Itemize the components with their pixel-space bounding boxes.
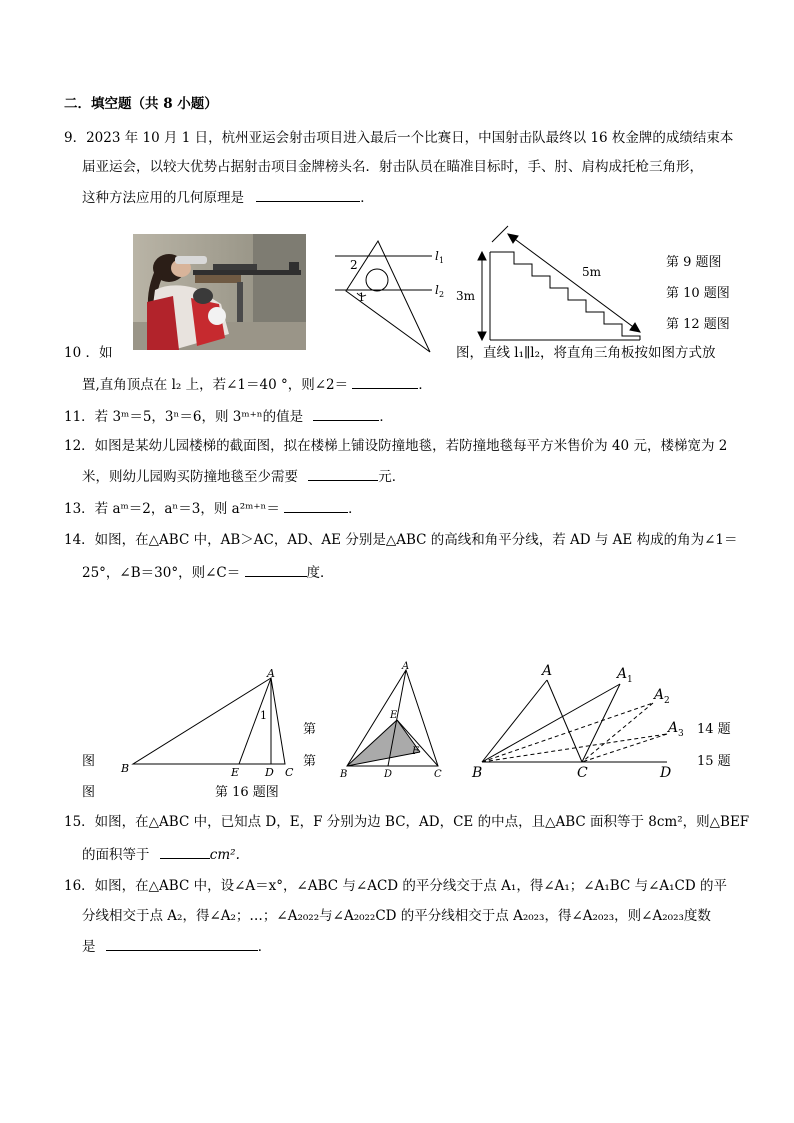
fig15-caption-a: 第 (303, 754, 317, 769)
q14-line-1: 14．如图，在△ABC 中，AB＞AC，AD、AE 分别是△ABC 的高线和角平分线，若 AD 与 AE 构成的角为∠1＝ (64, 532, 738, 548)
fig12-slope-label: 5m (582, 265, 602, 279)
q13-period: ． (348, 501, 362, 517)
q13-line (64, 498, 362, 519)
fig14-caption-a: 第 (303, 722, 317, 737)
figure-14 (115, 668, 300, 778)
fig14-label-1: 1 (260, 709, 267, 722)
q12-line-2 (82, 466, 405, 487)
q16-line-1: 16．如图，在△ABC 中，设∠A＝x°，∠ABC 与∠ACD 的平分线交于点 A₁，得∠A₁；∠A₁BC 与∠A₁CD 的平 (64, 878, 727, 894)
fig14-label-b: B (121, 762, 130, 775)
fig10-caption: 第 10 题图 (666, 286, 730, 301)
side-ac (547, 680, 582, 762)
bisector-ba3 (482, 734, 667, 762)
fig14-label-d: D (265, 766, 274, 778)
q11-text: 11．若 3ᵐ＝5，3ⁿ＝6，则 3ᵐ⁺ⁿ的值是 (64, 409, 304, 425)
q15-answer-blank[interactable] (160, 844, 210, 859)
q16-answer-blank[interactable] (106, 936, 258, 951)
q10-line-1: 图，直线 l₁∥l₂，将直角三角板按如图方式放 (456, 345, 716, 361)
fig10-l2-label: l (435, 283, 439, 297)
q15-unit: cm². (209, 847, 240, 863)
q15-line-1: 15．如图，在△ABC 中，已知点 D，E，F 分别为边 BC，AD，CE 的中点，且△ABC 面积等于 8cm²，则△BEF (64, 814, 750, 830)
q16-text: 是 (82, 939, 96, 955)
q11-line (64, 406, 393, 427)
fig10-angle-1-label: 1 (358, 291, 365, 304)
q10-period: ． (418, 377, 432, 393)
fig14-caption-b: 14 题 (697, 722, 731, 737)
side-ba (482, 680, 547, 762)
fig16-label-a3: A (668, 720, 679, 736)
fig10-l2-sub: 2 (439, 290, 445, 299)
fig10-angle-2-label: 2 (350, 258, 358, 272)
q13-answer-blank[interactable] (284, 498, 348, 513)
q11-answer-blank[interactable] (313, 406, 379, 421)
q11-period: ． (379, 409, 393, 425)
figure-16 (470, 660, 685, 784)
fig15-label-c: C (434, 769, 442, 780)
q12-line-1: 12．如图是某幼儿园楼梯的截面图，拟在楼梯上铺设防撞地毯，若防撞地毯每平方米售价为 40 元，楼梯宽为 2 (64, 438, 728, 454)
slope-tick (492, 226, 508, 242)
fig12-height-label: 3m (456, 289, 476, 303)
fig15-label-d: D (384, 769, 393, 780)
figure-10 (330, 238, 450, 356)
fig16-label-a2-sub: 2 (664, 696, 670, 706)
q15-line-2 (82, 844, 240, 865)
q12-answer-blank[interactable] (308, 466, 378, 481)
fig9-caption: 第 9 题图 (666, 255, 722, 270)
q14-text: 25°，∠B＝30°，则∠C＝ (82, 565, 241, 581)
bisector-ba1 (482, 684, 620, 762)
ruler-hole (366, 269, 388, 291)
q15-text: 的面积等于 (82, 847, 150, 863)
q10-number: 10 ．如 (64, 345, 113, 361)
q16-line-2: 分线相交于点 A₂，得∠A₂；…；∠A₂₀₂₂与∠A₂₀₂₂CD 的平分线相交于点 A₂₀₂₃，得∠A₂₀₂₃，则∠A₂₀₂₃度数 (82, 908, 711, 924)
q9-answer-blank[interactable] (256, 187, 360, 202)
q10-line-2 (82, 374, 432, 395)
fig16-label-a3-sub: 3 (678, 729, 684, 739)
figure-12 (452, 224, 647, 348)
fig16-label-c: C (577, 765, 588, 781)
shooter-photo (133, 234, 306, 350)
fig14-label-e: E (231, 766, 240, 778)
fig16-label-d: D (660, 765, 672, 781)
q14-unit: 度． (306, 565, 334, 581)
q10-answer-blank[interactable] (352, 374, 418, 389)
q16-period: ． (257, 939, 272, 955)
bisector-ca3 (582, 734, 667, 762)
fig16-label-b: B (472, 765, 483, 781)
q12-unit: 元． (378, 469, 406, 485)
figure-15 (338, 660, 444, 780)
fig15-caption-b: 15 题 (697, 754, 731, 769)
q14-answer-blank[interactable] (245, 562, 307, 577)
bisector-ca2 (582, 703, 653, 762)
fig10-l1-label: l (435, 249, 439, 263)
fig-side-label-2: 图 (82, 785, 96, 800)
fig15-label-f: F (412, 746, 419, 757)
q13-text: 13．若 aᵐ＝2，aⁿ＝3，则 a²ᵐ⁺ⁿ＝ (64, 501, 280, 517)
q9-line-2: 届亚运会，以较大优势占据射击项目金牌榜头名．射击队员在瞄准目标时，手、肘、肩构成托枪三角形， (82, 159, 703, 175)
bisector-ba2 (482, 703, 653, 762)
fig16-label-a1-sub: 1 (627, 675, 633, 685)
fig-side-label-1: 图 (82, 754, 96, 769)
section-title: 二．填空题（共 8 小题） (64, 96, 218, 112)
stair-steps (490, 252, 640, 340)
q9-period: ． (360, 190, 374, 206)
q14-line-2 (82, 562, 334, 583)
fig16-label-a1: A (617, 666, 628, 682)
fig15-label-b: B (340, 769, 348, 780)
fig16-caption: 第 16 题图 (215, 785, 279, 800)
fig15-label-e: E (390, 710, 398, 721)
fig10-l1-sub: 1 (439, 256, 445, 265)
q10-text: 置,直角顶点在 l₂ 上，若∠1＝40 °，则∠2＝ (82, 377, 349, 393)
fig14-label-c: C (285, 766, 294, 778)
slope-arrow (508, 234, 640, 332)
q16-line-3 (82, 936, 271, 957)
fig16-label-a: A (542, 663, 553, 679)
fig12-caption: 第 12 题图 (666, 317, 730, 332)
fig14-label-a: A (267, 668, 275, 680)
q9-line-3 (82, 187, 374, 208)
fig15-label-a: A (402, 661, 410, 672)
fig16-label-a2: A (654, 687, 665, 703)
q9-text: 这种方法应用的几何原理是 (82, 190, 244, 206)
q12-text: 米，则幼儿园购买防撞地毯至少需要 (82, 469, 298, 485)
q9-line-1: 9．2023 年 10 月 1 日，杭州亚运会射击项目进入最后一个比赛日，中国射击队最终以 16 枚金牌的成绩结束本 (64, 130, 734, 146)
bisector-ca1 (582, 684, 620, 762)
